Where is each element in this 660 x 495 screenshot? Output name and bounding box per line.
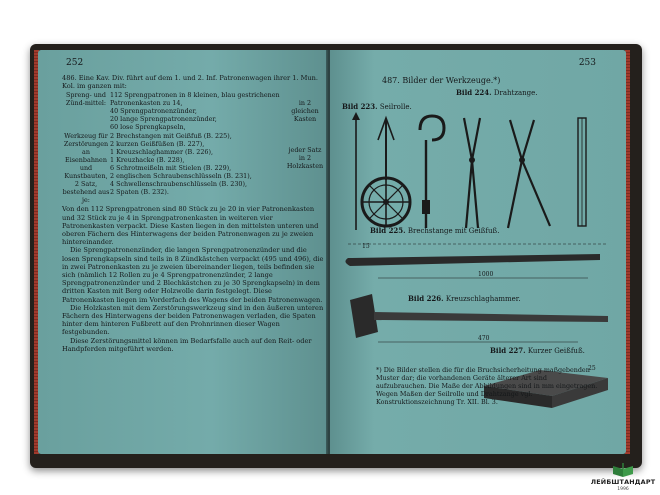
explosives-table [62,91,324,131]
fig226-number: Bild 226. [408,294,444,303]
pliers-pivot-shape [469,157,475,163]
dimension-label: 15 [362,243,370,250]
tools-table [62,132,324,204]
left-page-number: 252 [66,58,84,68]
explosives-list [110,91,286,131]
fig223-number: Bild 223. [342,102,378,111]
section-486-intro: 486. Eine Kav. Div. führt auf dem 1. und 2. Inf. Patronenwagen ihrer 1. Mun. Kol. im ganzen mit: [62,74,318,91]
tools-item: 2 kurzen Geißfüßen (B. 227), [110,140,205,149]
explosives-side-note: in 2 gleichen Kasten [291,99,319,124]
fig225-illustration [338,236,618,284]
explosives-item: 112 Sprengpatronen in 8 kleinen, blau gestrichenen Patronenkasten zu 14, [110,91,280,108]
hook-grip-shape [422,200,430,214]
fig224-caption: Drahtzange. [493,89,538,97]
explosives-key: Spreng- und Zünd-mittel: [65,91,107,108]
dimension-label: 1000 [478,271,494,278]
fig224-number: Bild 224. [456,88,492,97]
hammer-handle-shape [374,312,608,322]
watermark-text: ЛЕЙБШТАНДАРТ [590,478,656,486]
fig223-224-illustration [338,110,618,234]
pliers-handle-shape [522,120,550,226]
tools-item: 1 Kreuzhacke (B. 228), [110,156,185,165]
explosives-item: 60 lose Sprengkapseln, [110,123,186,132]
paragraph: Die Holzkasten mit dem Zerstörungswerkzeug sind in den äußeren unteren Fächern des Hinterwagens der beiden Patronenwagen verladen, die Spaten hinter dem hinteren Fußbrett auf den Prohnrinnen dieser Wagen festgebunden. [62,303,324,337]
logo-right-shape [623,466,633,477]
fig227-label [490,346,585,355]
watermark-year: 1996 [617,487,629,492]
hook-shape [420,116,444,140]
fig226-illustration [338,290,618,346]
stake-tip-shape [352,112,360,120]
pliers-handle-shape [508,120,522,228]
paragraph: Die Sprengpatronenzünder, die langen Sprengpatronenzünder und die losen Sprengkapseln sind teils in 8 Zündkästchen verpackt (495 und 496), die in zwei Patronenkasten zu je zweien übereinander liegen, teils befinden sie sich (nämlich 12 Rollen zu je 4 Sprengpatronenzünder, 2 lange Sprengpatronenzünder und 2 Blechkästchen zu je 30 Sprengkapseln) in dem dritten Kasten mit Berg oder Holzwolle darin festgelegt. Diese Patronenkasten liegen im Vorderfach des Wagens der beiden Patronenwagen. [62,246,324,304]
fig225-caption: Brechstange mit Geißfuß. [407,227,500,235]
watermark-logo [586,462,660,494]
tools-side-note: jeder Satz in 2 Holzkasten [286,146,324,171]
dimension-label: 470 [478,335,490,342]
left-page [38,50,328,454]
tools-item: 2 Brechstangen mit Geißfuß (B. 225), [110,132,232,141]
section-487-title: 487. Bilder der Werkzeuge.*) [382,76,501,85]
logo-left-shape [613,466,623,477]
footnote: *) Die Bilder stellen die für die Bruchsicherheitung maßgebenden Muster dar; die vorhandenen Geräte älterer Art sind aufzubrauchen. Die Maße der Abbildungen sind in mm eingetragen. Wegen Maßen der Seilrolle und Drahtzange vgl. Konstruktionszeichnung Tr. XII. Bl. 3. [376,366,598,406]
fig227-number: Bild 227. [490,346,526,355]
hammer-head-shape [350,294,378,338]
tools-item: 4 Schwellenschraubenschlüsseln (B. 230), [110,180,247,189]
fig225-number: Bild 225. [370,226,406,235]
fig223-caption: Seilrolle. [379,103,412,111]
tools-list [110,132,286,204]
tools-item: 1 Kreuzschlaghammer (B. 226), [110,148,213,157]
book-logo-icon [612,462,634,478]
tools-item: 2 Spaten (B. 232). [110,188,169,197]
fig225-label [370,226,499,235]
paragraph: Diese Zerstörungsmittel können im Bedarfsfalle auch auf den Reit- oder Handpferden mitgeführt werden. [62,336,312,353]
pulley-hub-shape [383,199,389,205]
right-page-number: 253 [578,58,596,68]
fig224-label [456,88,538,97]
explosives-item: 20 lange Sprengpatronenzünder, [110,115,217,124]
fig226-caption: Kreuzschlaghammer. [445,295,521,303]
dimension-label: 25 [588,365,596,372]
pliers-pivot-shape [519,157,525,163]
tools-key: Werkzeug für Zerstörungen an Eisenbahnen und Kunstbauten, 2 Satz, bestehend aus je: [62,132,110,205]
right-page [330,50,626,454]
tools-item: 6 Schrotmeißeln mit Stielen (B. 229), [110,164,232,173]
explosives-item: 40 Sprengpatronenzünder, [110,107,197,116]
paragraph: Von den 112 Sprengpatronen sind 80 Stück zu je 20 in vier Patronenkasten und 32 Stück zu je 4 in Sprengpatronenkasten in weiteren vier Patronenkasten verpackt. Diese Kasten liegen in den mittelsten unteren und oberen Fächern des Hinterwagens der beiden Patronenwagen zu je zweien hintereinander. [62,205,319,247]
left-page-body [62,74,324,353]
tools-item: 2 englischen Schraubenschlüsseln (B. 231), [110,172,252,181]
crowbar-shape [345,254,600,266]
fig227-caption: Kurzer Geißfuß. [527,347,585,355]
